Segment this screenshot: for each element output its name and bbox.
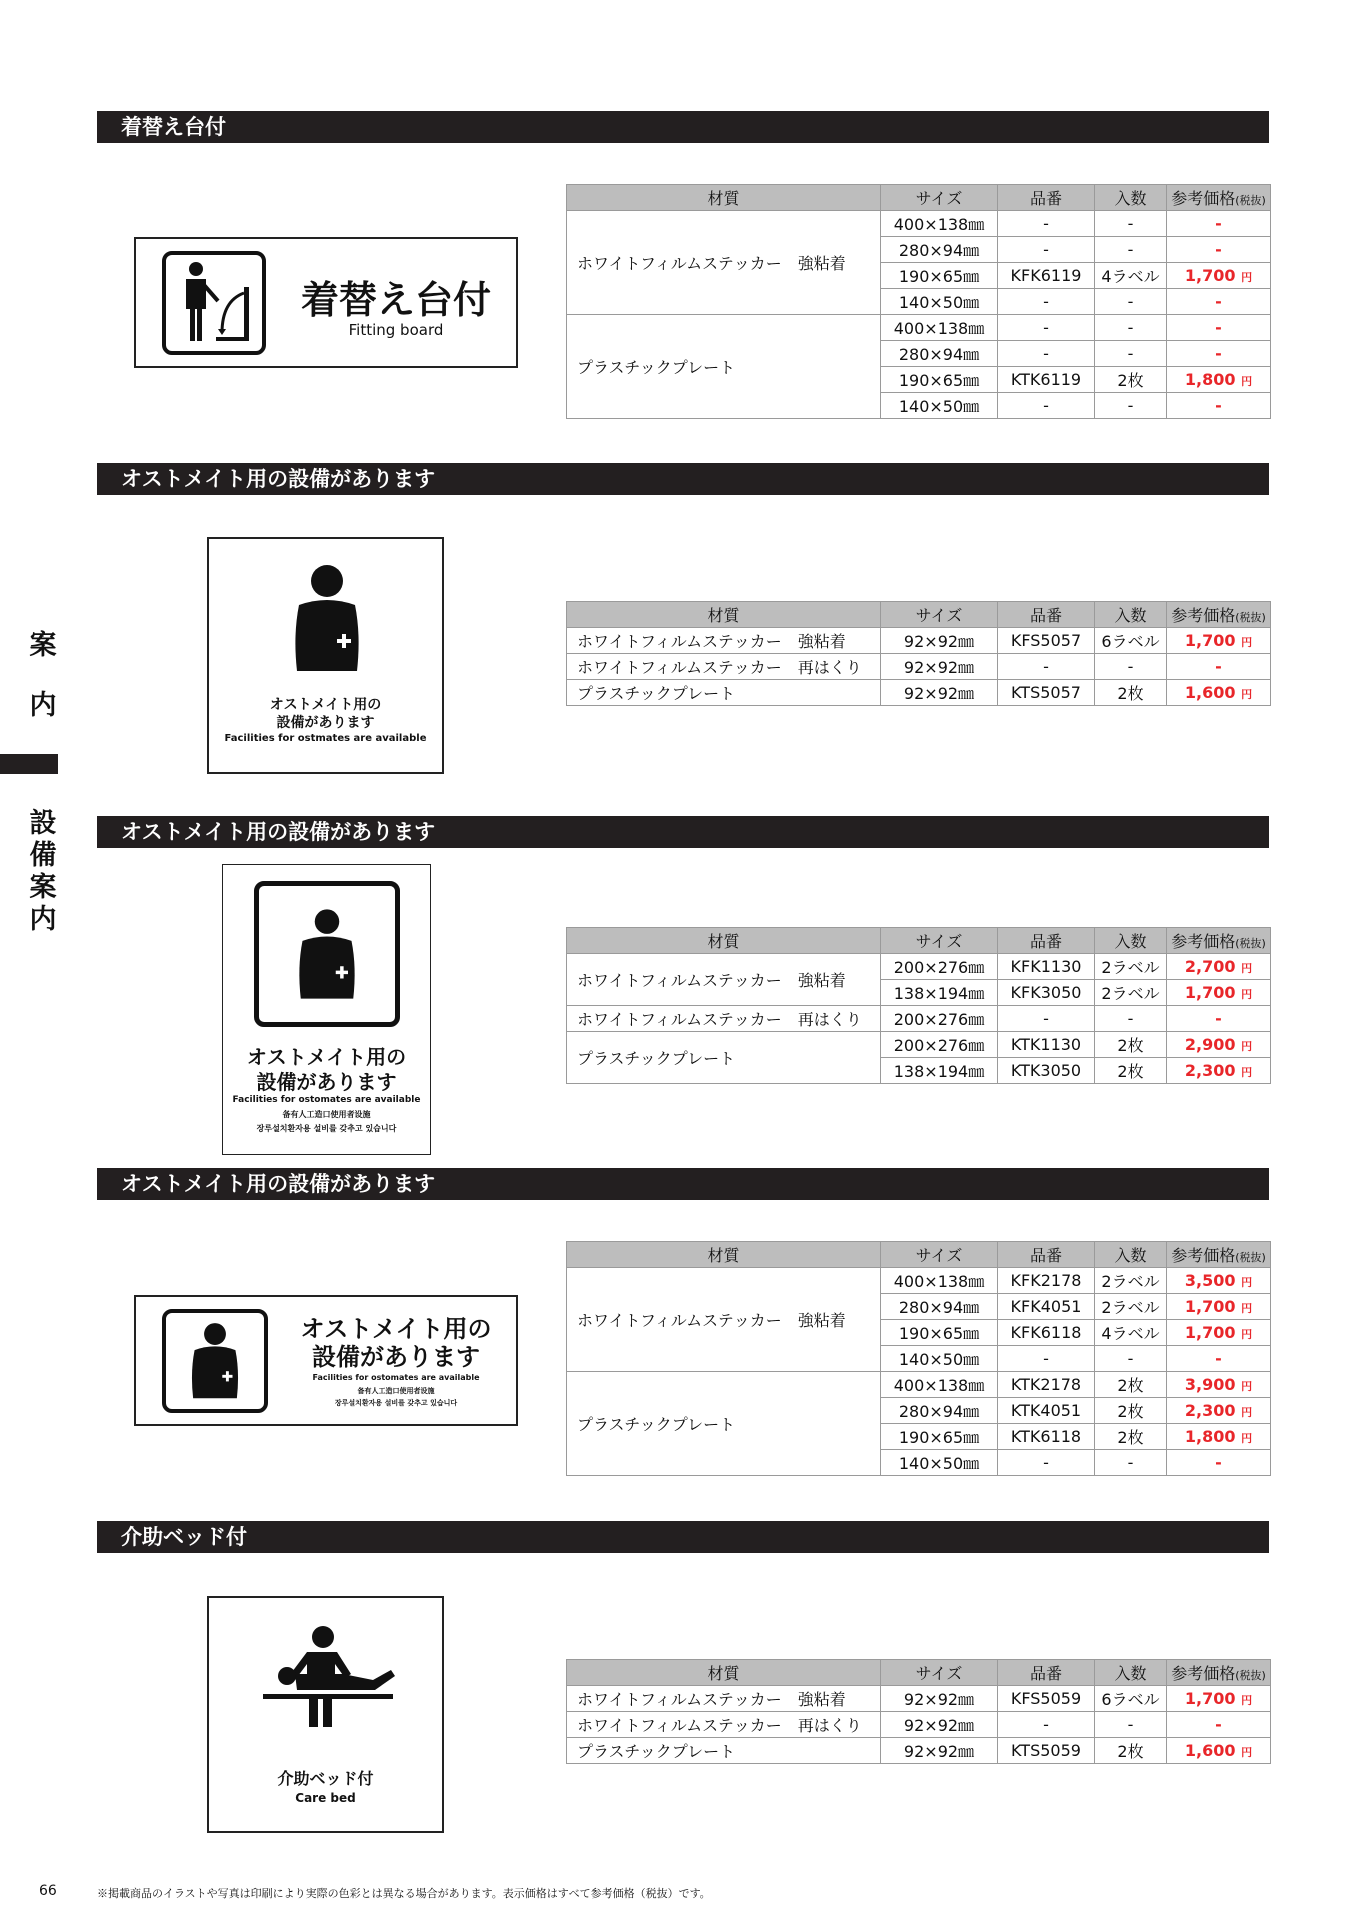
- care-bed-icon: [257, 1624, 395, 1728]
- header-size: サイズ: [881, 1242, 998, 1268]
- quantity-cell: -: [1095, 1450, 1167, 1476]
- header-size: サイズ: [881, 185, 998, 211]
- product-no-cell: -: [998, 1346, 1095, 1372]
- price-cell: 2,900 円: [1167, 1032, 1271, 1058]
- material-cell: ホワイトフィルムステッカー 強粘着: [567, 1268, 881, 1372]
- sign-en-text: Facilities for ostomates are available: [312, 1373, 480, 1382]
- quantity-cell: -: [1095, 1006, 1167, 1032]
- product-no-cell: -: [998, 211, 1095, 237]
- price-cell: 1,800 円: [1167, 367, 1271, 393]
- size-cell: 400×138㎜: [881, 1372, 998, 1398]
- price-cell: 1,600 円: [1167, 680, 1271, 706]
- size-cell: 280×94㎜: [881, 237, 998, 263]
- quantity-cell: -: [1095, 1712, 1167, 1738]
- size-cell: 92×92㎜: [881, 628, 998, 654]
- price-cell: -: [1167, 237, 1271, 263]
- price-cell: 3,500 円: [1167, 1268, 1271, 1294]
- header-material: 材質: [567, 1242, 881, 1268]
- table-header-row: [567, 1660, 1271, 1686]
- size-cell: 140×50㎜: [881, 1450, 998, 1476]
- section-title: 介助ベッド付: [97, 1521, 1269, 1553]
- material-cell: プラスチックプレート: [567, 680, 881, 706]
- sign-jp-text: 着替え台付: [300, 278, 491, 322]
- spec-table: [566, 1241, 1271, 1476]
- price-cell: -: [1167, 1450, 1271, 1476]
- product-no-cell: KFS5059: [998, 1686, 1095, 1712]
- product-no-cell: KTK3050: [998, 1058, 1095, 1084]
- material-cell: ホワイトフィルムステッカー 再はくり: [567, 654, 881, 680]
- price-cell: 1,700 円: [1167, 1294, 1271, 1320]
- sign-jp-line1: オストメイト用の: [269, 697, 382, 713]
- quantity-cell: 2ラベル: [1095, 1268, 1167, 1294]
- header-product-no: 品番: [998, 1242, 1095, 1268]
- quantity-cell: 4ラベル: [1095, 263, 1167, 289]
- price-cell: 1,600 円: [1167, 1738, 1271, 1764]
- product-no-cell: KTK1130: [998, 1032, 1095, 1058]
- header-price: 参考価格(税抜): [1167, 185, 1271, 211]
- quantity-cell: 2ラベル: [1095, 980, 1167, 1006]
- side-tab-lower-3: 案: [29, 872, 57, 903]
- material-cell: プラスチックプレート: [567, 1372, 881, 1476]
- size-cell: 92×92㎜: [881, 1686, 998, 1712]
- material-cell: ホワイトフィルムステッカー 強粘着: [567, 628, 881, 654]
- size-cell: 200×276㎜: [881, 1006, 998, 1032]
- header-price: 参考価格(税抜): [1167, 602, 1271, 628]
- price-cell: 2,300 円: [1167, 1058, 1271, 1084]
- product-no-cell: -: [998, 315, 1095, 341]
- material-cell: ホワイトフィルムステッカー 再はくり: [567, 1712, 881, 1738]
- header-size: サイズ: [881, 1660, 998, 1686]
- side-tab-marker: [0, 754, 58, 774]
- quantity-cell: -: [1095, 315, 1167, 341]
- price-cell: 1,700 円: [1167, 1686, 1271, 1712]
- price-cell: 2,700 円: [1167, 954, 1271, 980]
- material-cell: プラスチックプレート: [567, 1032, 881, 1084]
- product-no-cell: KTK4051: [998, 1398, 1095, 1424]
- header-price: 参考価格(税抜): [1167, 928, 1271, 954]
- sign-ostomate-landscape: [134, 1295, 518, 1426]
- price-cell: -: [1167, 1346, 1271, 1372]
- table-row: [567, 1712, 1271, 1738]
- header-price: 参考価格(税抜): [1167, 1660, 1271, 1686]
- header-quantity: 入数: [1095, 1242, 1167, 1268]
- price-cell: -: [1167, 1006, 1271, 1032]
- size-cell: 190×65㎜: [881, 367, 998, 393]
- quantity-cell: 6ラベル: [1095, 628, 1167, 654]
- material-cell: ホワイトフィルムステッカー 強粘着: [567, 1686, 881, 1712]
- product-no-cell: KTS5057: [998, 680, 1095, 706]
- size-cell: 92×92㎜: [881, 1738, 998, 1764]
- size-cell: 92×92㎜: [881, 654, 998, 680]
- header-material: 材質: [567, 602, 881, 628]
- size-cell: 140×50㎜: [881, 393, 998, 419]
- price-cell: -: [1167, 289, 1271, 315]
- sign-en-text: Facilities for ostomates are available: [232, 1095, 421, 1105]
- size-cell: 280×94㎜: [881, 341, 998, 367]
- sign-jp-line1: オストメイト用の: [300, 1315, 492, 1343]
- product-no-cell: KTK6118: [998, 1424, 1095, 1450]
- header-product-no: 品番: [998, 602, 1095, 628]
- quantity-cell: -: [1095, 237, 1167, 263]
- quantity-cell: -: [1095, 211, 1167, 237]
- section-title: オストメイト用の設備があります: [97, 816, 1269, 848]
- sign-zh-text: 备有人工造口使用者设施: [282, 1110, 371, 1119]
- side-tab-lower-1: 設: [29, 808, 57, 839]
- size-cell: 400×138㎜: [881, 1268, 998, 1294]
- header-product-no: 品番: [998, 185, 1095, 211]
- sign-en-text: Facilities for ostmates are available: [224, 733, 427, 744]
- header-size: サイズ: [881, 602, 998, 628]
- spec-table: [566, 184, 1271, 419]
- quantity-cell: -: [1095, 341, 1167, 367]
- sign-ko-text: 장루설치환자용 설비를 갖추고 있습니다: [334, 1399, 458, 1407]
- price-cell: -: [1167, 654, 1271, 680]
- size-cell: 200×276㎜: [881, 1032, 998, 1058]
- quantity-cell: 4ラベル: [1095, 1320, 1167, 1346]
- quantity-cell: 6ラベル: [1095, 1686, 1167, 1712]
- side-tab-lower-4: 内: [29, 904, 57, 935]
- quantity-cell: 2枚: [1095, 1424, 1167, 1450]
- sign-jp-line2: 設備があります: [312, 1343, 480, 1371]
- product-no-cell: -: [998, 341, 1095, 367]
- sign-jp-line1: オストメイト用の: [246, 1045, 407, 1069]
- ostomate-icon: [285, 896, 369, 1012]
- sign-care-bed: [207, 1596, 444, 1833]
- product-no-cell: -: [998, 1006, 1095, 1032]
- size-cell: 190×65㎜: [881, 1320, 998, 1346]
- spec-table: [566, 927, 1271, 1084]
- product-no-cell: -: [998, 654, 1095, 680]
- quantity-cell: -: [1095, 1346, 1167, 1372]
- material-cell: プラスチックプレート: [567, 1738, 881, 1764]
- spec-table: [566, 601, 1271, 706]
- fitting-board-icon: [166, 255, 262, 351]
- size-cell: 280×94㎜: [881, 1398, 998, 1424]
- price-cell: 1,700 円: [1167, 628, 1271, 654]
- table-row: [567, 211, 1271, 237]
- table-row: [567, 315, 1271, 341]
- product-no-cell: KFK4051: [998, 1294, 1095, 1320]
- quantity-cell: 2枚: [1095, 1032, 1167, 1058]
- price-cell: 1,700 円: [1167, 1320, 1271, 1346]
- quantity-cell: 2枚: [1095, 367, 1167, 393]
- size-cell: 280×94㎜: [881, 1294, 998, 1320]
- size-cell: 138×194㎜: [881, 980, 998, 1006]
- table-row: [567, 1268, 1271, 1294]
- header-quantity: 入数: [1095, 602, 1167, 628]
- material-cell: ホワイトフィルムステッカー 強粘着: [567, 211, 881, 315]
- product-no-cell: KTK2178: [998, 1372, 1095, 1398]
- sign-en-text: Fitting board: [348, 321, 444, 339]
- size-cell: 138×194㎜: [881, 1058, 998, 1084]
- header-quantity: 入数: [1095, 928, 1167, 954]
- product-no-cell: -: [998, 1712, 1095, 1738]
- table-row: [567, 1738, 1271, 1764]
- section-title: オストメイト用の設備があります: [97, 463, 1269, 495]
- product-no-cell: KFK6118: [998, 1320, 1095, 1346]
- sign-zh-text: 备有人工造口使用者设施: [357, 1387, 435, 1395]
- product-no-cell: -: [998, 289, 1095, 315]
- header-price: 参考価格(税抜): [1167, 1242, 1271, 1268]
- price-cell: -: [1167, 341, 1271, 367]
- header-product-no: 品番: [998, 928, 1095, 954]
- price-cell: 1,800 円: [1167, 1424, 1271, 1450]
- side-tab-upper-2: 内: [29, 690, 57, 721]
- product-no-cell: KFK6119: [998, 263, 1095, 289]
- price-cell: -: [1167, 1712, 1271, 1738]
- product-no-cell: KFS5057: [998, 628, 1095, 654]
- size-cell: 400×138㎜: [881, 315, 998, 341]
- sign-jp-text: 介助ベッド付: [277, 1769, 374, 1788]
- material-cell: プラスチックプレート: [567, 315, 881, 419]
- header-material: 材質: [567, 928, 881, 954]
- section-title: オストメイト用の設備があります: [97, 1168, 1269, 1200]
- quantity-cell: -: [1095, 654, 1167, 680]
- table-header-row: [567, 1242, 1271, 1268]
- product-no-cell: -: [998, 237, 1095, 263]
- ostomate-pictogram-frame: [254, 881, 400, 1027]
- product-no-cell: -: [998, 1450, 1095, 1476]
- sign-fitting-board: [134, 237, 518, 368]
- product-no-cell: KTK6119: [998, 367, 1095, 393]
- table-row: [567, 1032, 1271, 1058]
- price-cell: 2,300 円: [1167, 1398, 1271, 1424]
- sign-ostomate-portrait: [222, 864, 431, 1155]
- product-no-cell: KTS5059: [998, 1738, 1095, 1764]
- header-quantity: 入数: [1095, 1660, 1167, 1686]
- quantity-cell: 2枚: [1095, 1738, 1167, 1764]
- table-row: [567, 1006, 1271, 1032]
- size-cell: 92×92㎜: [881, 680, 998, 706]
- product-no-cell: KFK3050: [998, 980, 1095, 1006]
- quantity-cell: 2枚: [1095, 1398, 1167, 1424]
- side-tab-upper-1: 案: [29, 630, 57, 661]
- quantity-cell: 2ラベル: [1095, 1294, 1167, 1320]
- product-no-cell: KFK1130: [998, 954, 1095, 980]
- sign-jp-line2: 設備があります: [276, 715, 375, 731]
- quantity-cell: -: [1095, 289, 1167, 315]
- sign-jp-line2: 設備があります: [256, 1070, 397, 1094]
- header-product-no: 品番: [998, 1660, 1095, 1686]
- header-material: 材質: [567, 1660, 881, 1686]
- size-cell: 200×276㎜: [881, 954, 998, 980]
- size-cell: 140×50㎜: [881, 289, 998, 315]
- table-row: [567, 628, 1271, 654]
- size-cell: 400×138㎜: [881, 211, 998, 237]
- quantity-cell: -: [1095, 393, 1167, 419]
- table-row: [567, 654, 1271, 680]
- sign-en-text: Care bed: [295, 1791, 356, 1805]
- price-cell: 1,700 円: [1167, 980, 1271, 1006]
- size-cell: 190×65㎜: [881, 1424, 998, 1450]
- table-row: [567, 1372, 1271, 1398]
- size-cell: 190×65㎜: [881, 263, 998, 289]
- table-header-row: [567, 602, 1271, 628]
- price-cell: 3,900 円: [1167, 1372, 1271, 1398]
- material-cell: ホワイトフィルムステッカー 再はくり: [567, 1006, 881, 1032]
- ostomate-icon: [180, 1319, 250, 1403]
- spec-table: [566, 1659, 1271, 1764]
- table-row: [567, 680, 1271, 706]
- header-size: サイズ: [881, 928, 998, 954]
- ostomate-pictogram-frame: [162, 1309, 268, 1413]
- price-cell: -: [1167, 211, 1271, 237]
- price-cell: -: [1167, 393, 1271, 419]
- table-header-row: [567, 928, 1271, 954]
- table-header-row: [567, 185, 1271, 211]
- sign-ko-text: 장루설치환자용 설비를 갖추고 있습니다: [256, 1124, 397, 1133]
- side-tab-lower-2: 備: [29, 840, 57, 871]
- quantity-cell: 2枚: [1095, 680, 1167, 706]
- section-title: 着替え台付: [97, 111, 1269, 143]
- quantity-cell: 2枚: [1095, 1372, 1167, 1398]
- quantity-cell: 2枚: [1095, 1058, 1167, 1084]
- quantity-cell: 2ラベル: [1095, 954, 1167, 980]
- header-quantity: 入数: [1095, 185, 1167, 211]
- sign-ostomate-square: [207, 537, 444, 774]
- size-cell: 92×92㎜: [881, 1712, 998, 1738]
- table-row: [567, 1686, 1271, 1712]
- header-material: 材質: [567, 185, 881, 211]
- table-row: [567, 954, 1271, 980]
- ostomate-icon: [279, 563, 375, 673]
- fitting-board-pictogram-frame: [162, 251, 266, 355]
- product-no-cell: -: [998, 393, 1095, 419]
- size-cell: 140×50㎜: [881, 1346, 998, 1372]
- price-cell: 1,700 円: [1167, 263, 1271, 289]
- footnote: ※掲載商品のイラストや写真は印刷により実際の色彩とは異なる場合があります。表示価格はすべて参考価格（税抜）です。: [97, 1887, 711, 1900]
- material-cell: ホワイトフィルムステッカー 強粘着: [567, 954, 881, 1006]
- product-no-cell: KFK2178: [998, 1268, 1095, 1294]
- page-number: 66: [39, 1883, 57, 1899]
- price-cell: -: [1167, 315, 1271, 341]
